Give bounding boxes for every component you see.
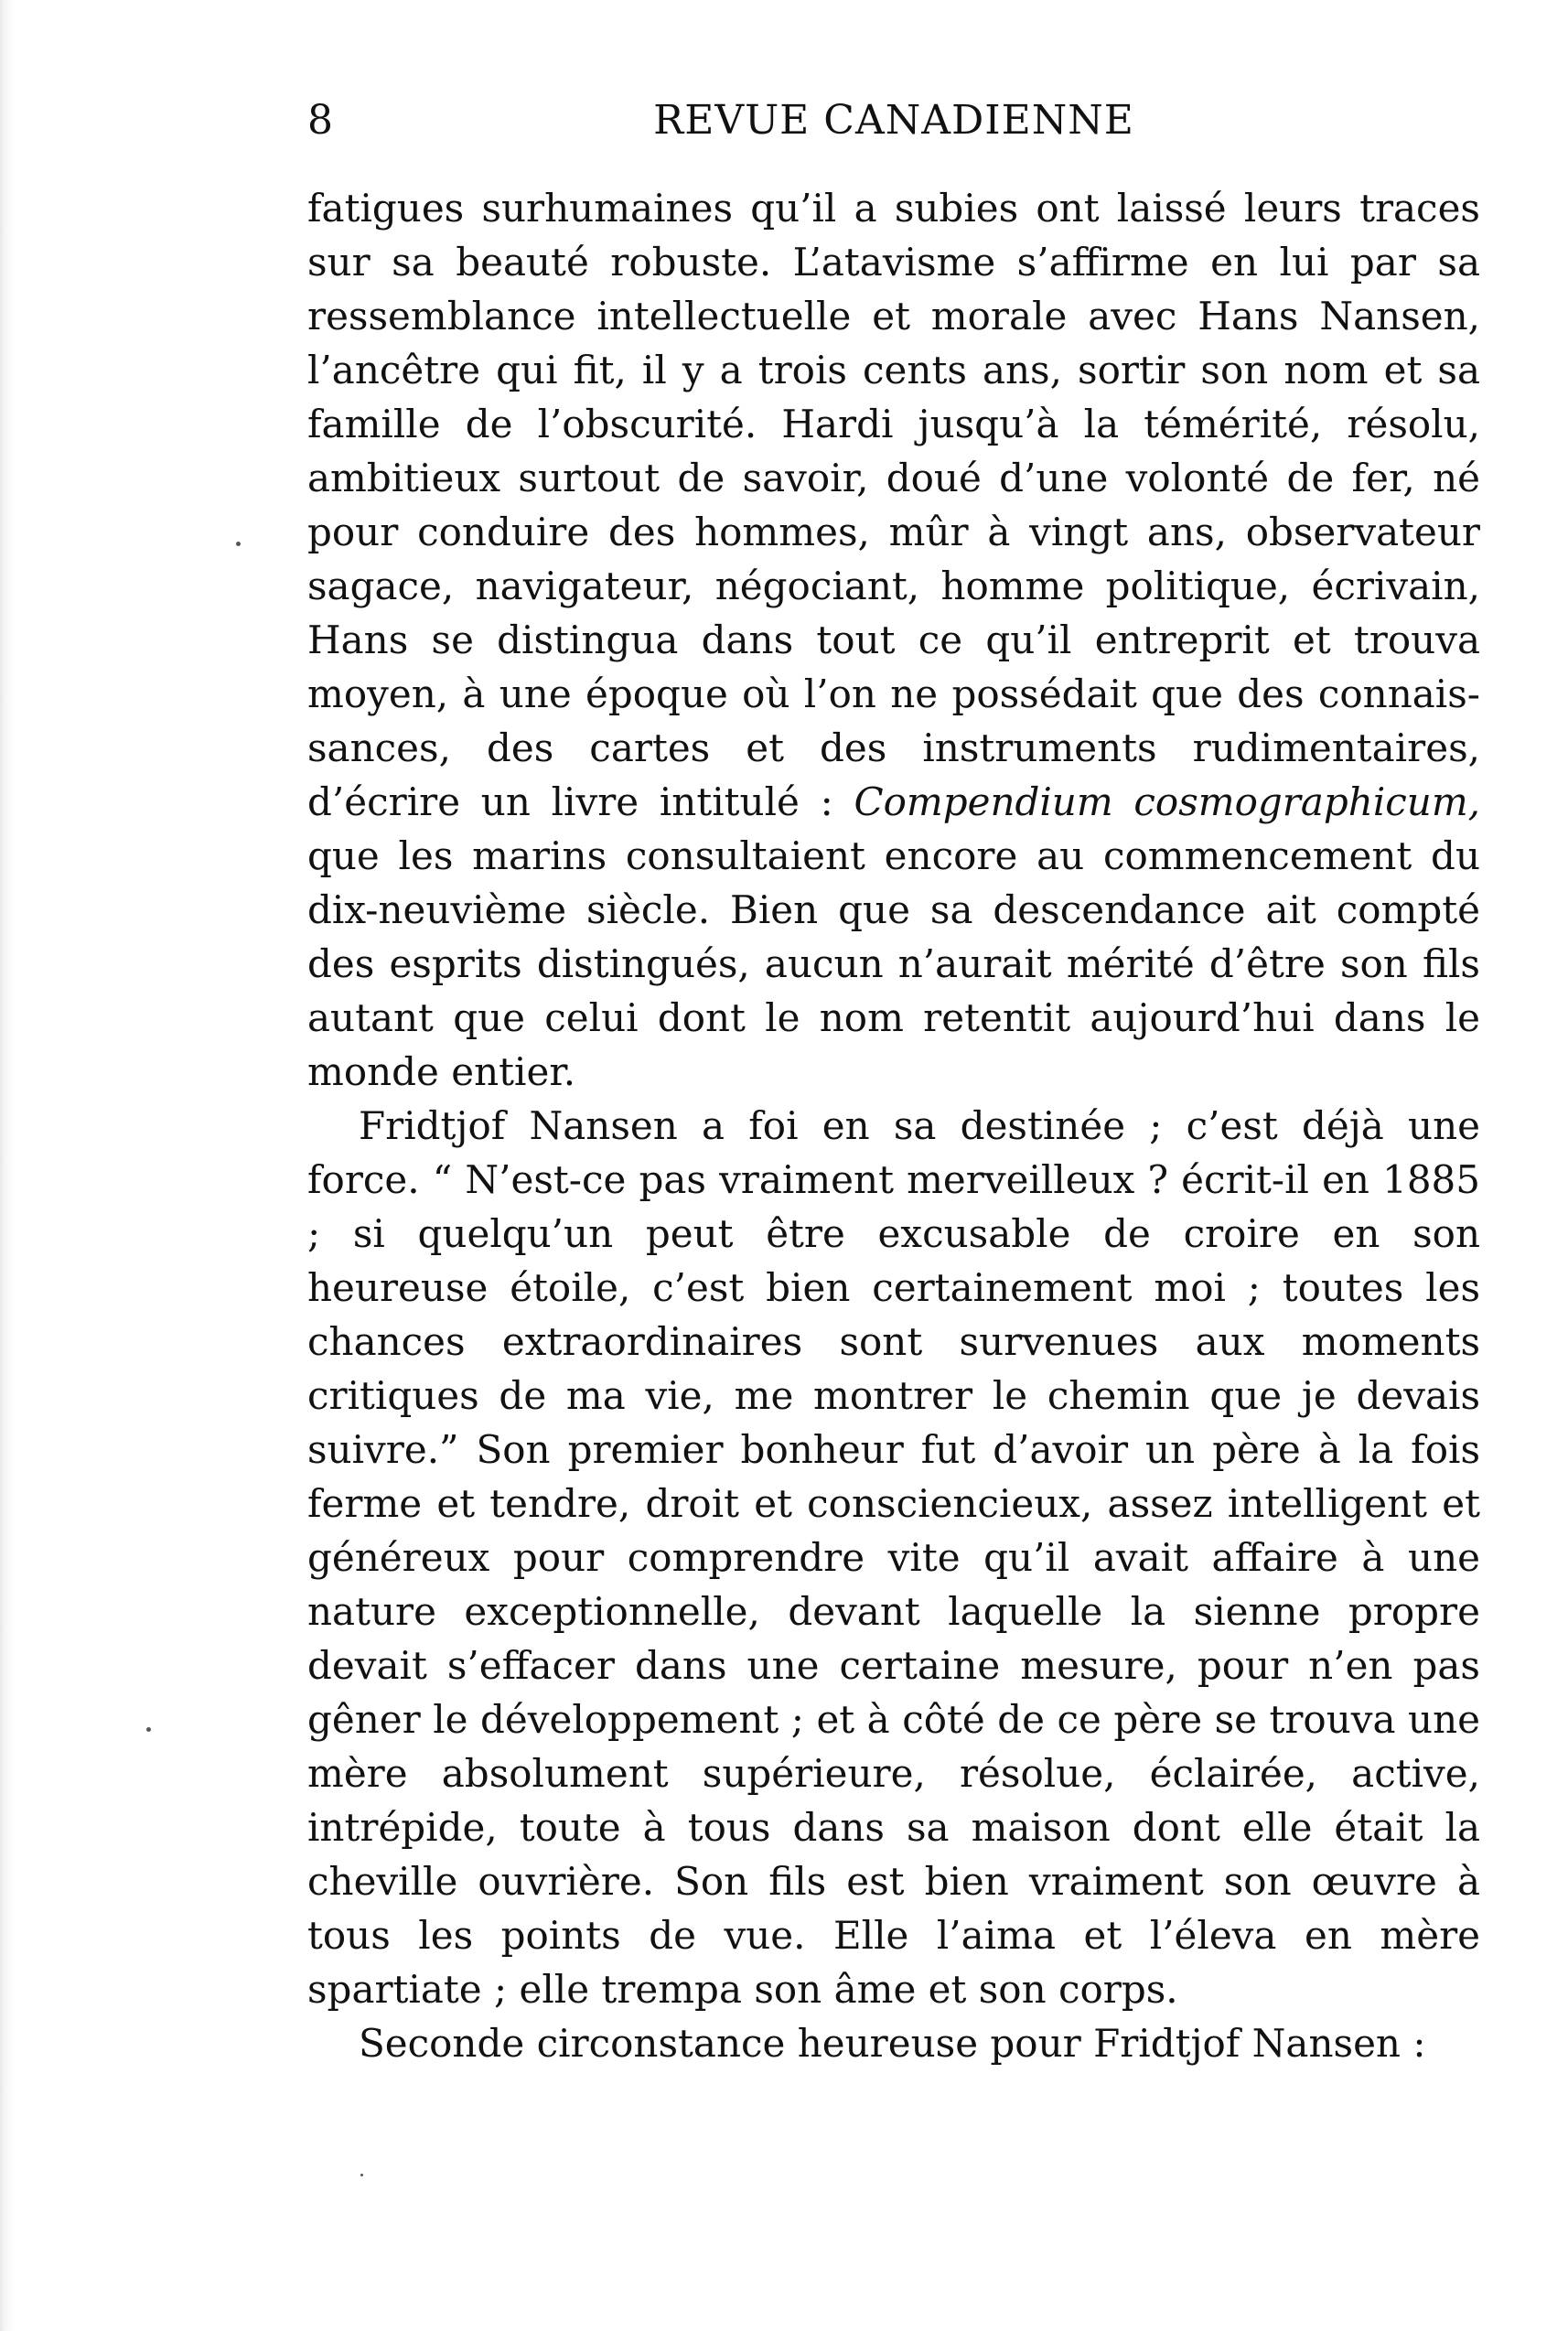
paragraph-second-circumstance [307,2016,1480,2070]
print-speck [360,2174,363,2176]
book-title-italic: Compendium cosmographicum, [854,779,1481,824]
paragraph-text: Fridtjof Nansen a foi en sa destinée ; c’est déjà une force. “ N’est-ce pas vraiment merveilleux ? écrit-il en 1885 ; si quelqu’un peut être excusable de croire en son heureuse étoile, c’est bien certainement moi ; toutes les chances extraordinaires sont survenues aux moments critiques de ma vie, me montrer le chemin que je devais suivre.” Son premier bonheur fut d’avoir un père à la fois ferme et tendre, droit et consciencieux, assez intelligent et généreux pour comprendre vite qu’il avait affaire à une nature exceptionnelle, devant laquelle la sienne propre devait s’effacer dans une certaine mesure, pour n’en pas gêner le développement ; et à côté de ce père se trouva une mère absolument supérieure, résolue, éclairée, active, intrépide, toute à tous dans sa maison dont elle était la cheville ouvrière. Son fils est bien vraiment son œuvre à tous les points de vue. Elle l’aima et l’éleva en mère spartiate ; elle trempa son âme et son corps. [307,1103,1480,2012]
page-edge-shadow [0,0,15,2331]
page-number: 8 [307,97,333,144]
paragraph-text: Seconde circonstance heureuse pour Fridtjof Nansen : [359,2021,1426,2066]
paragraph-hans-nansen [307,181,1480,1099]
running-title: REVUE CANADIENNE [653,97,1134,144]
body-text [307,181,1480,2070]
paragraph-destiny [307,1099,1480,2016]
paragraph-text: fatigues surhumaines qu’il a subies ont laissé leurs traces sur sa beauté robuste. L’atavisme s’affirme en lui par sa ressemblance intellectuelle et morale avec Hans Nansen, l’ancêtre qui fit, il y a trois cents ans, sortir son nom et sa famille de l’obscurité. Hardi jusqu’à la témérité, résolu, ambitieux surtout de savoir, doué d’une volonté de fer, né pour conduire des hommes, mûr à vingt ans, observateur sagace, navigateur, négociant, homme politique, écrivain, Hans se distingua dans tout ce qu’il entreprit et trouva moyen, à une époque où l’on ne possédait que des connaissances, des cartes et des instruments rudimentaires, d’écrire un livre intitulé : [307,186,1480,824]
paragraph-text: que les marins consultaient encore au commencement du dix-neuvième siècle. Bien que sa descendance ait compté des esprits distingués, aucun n’aurait mérité d’être son fils autant que celui dont le nom retentit aujourd’hui dans le monde entier. [307,833,1480,1094]
page-header [307,88,1480,154]
print-speck [236,542,241,546]
print-speck [146,1727,151,1732]
